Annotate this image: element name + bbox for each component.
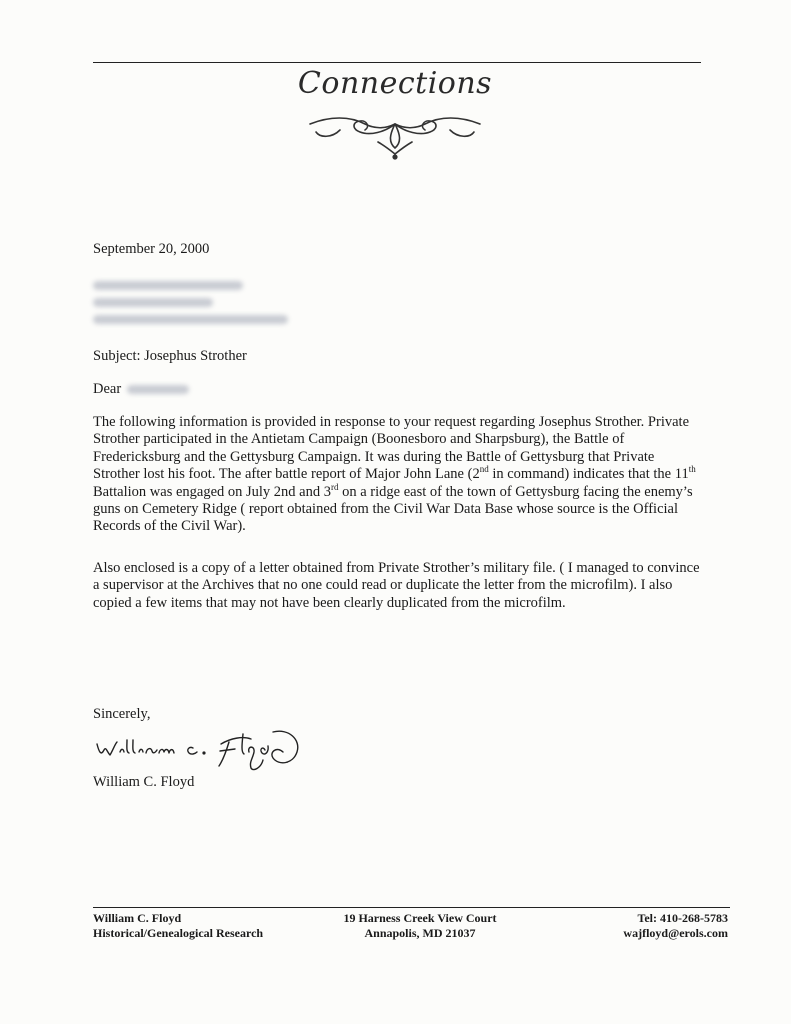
salutation-text: Dear xyxy=(93,381,122,397)
footer-title: Historical/Genealogical Research xyxy=(93,926,264,940)
footer-phone: Tel: 410-268-5783 xyxy=(637,911,728,925)
closing: Sincerely, xyxy=(93,706,151,722)
superscript: th xyxy=(688,464,696,475)
letter-date: September 20, 2000 xyxy=(93,241,210,257)
flourish-ornament-icon xyxy=(290,102,500,162)
footer-contact-block xyxy=(570,911,728,941)
signer-name: William C. Floyd xyxy=(93,774,195,790)
footer-address-block xyxy=(335,911,505,941)
recipient-address-redacted xyxy=(93,276,293,332)
logo-text: Connections xyxy=(297,66,493,101)
footer-email: wajfloyd@erols.com xyxy=(623,926,728,940)
redacted-line xyxy=(93,298,213,307)
body-paragraph-2: Also enclosed is a copy of a letter obtained from Private Strother’s military file. ( I managed to convince a supervisor at the Archives that no one could read or duplicate the letter from the microfilm). I also copied a few items that may not have been clearly duplicated from the microfilm. xyxy=(93,560,700,611)
redacted-line xyxy=(93,281,243,290)
body-paragraph-1 xyxy=(93,414,703,536)
salutation xyxy=(93,380,189,398)
footer-name: William C. Floyd xyxy=(93,911,182,925)
superscript: rd xyxy=(331,481,339,492)
footer-name-block xyxy=(93,911,263,941)
paragraph-text: in command) indicates that the 11 xyxy=(488,466,689,483)
superscript: nd xyxy=(479,464,489,475)
redacted-line xyxy=(93,315,288,324)
letterhead-top-rule xyxy=(93,62,701,63)
redacted-name xyxy=(127,385,189,394)
paragraph-text: The following information is provided in response to your request regarding Josephus Strother. Private Strother participated in the Antietam Campaign (Boonesboro and Sharpsburg), the Battle of Fredericksburg and the Gettysburg Campaign. It was during the Battle of Gettysburg that Private Strother lost his foot. The after battle report of Major John Lane (2 xyxy=(93,414,690,483)
subject-line: Subject: Josephus Strother xyxy=(93,348,247,364)
paragraph-text: on a ridge east of the town of Gettysburg facing the enemy’s guns on Cemetery Ridge ( report obtained from the Civil War Data Base whose source is the Official Records of the Civil War). xyxy=(93,483,693,535)
footer-city: Annapolis, MD 21037 xyxy=(364,926,476,940)
paragraph-text: Battalion was engaged on July 2nd and 3 xyxy=(93,483,331,500)
footer-rule xyxy=(93,907,730,908)
footer-street: 19 Harness Creek View Court xyxy=(343,911,497,925)
letterhead-logo xyxy=(290,66,500,166)
